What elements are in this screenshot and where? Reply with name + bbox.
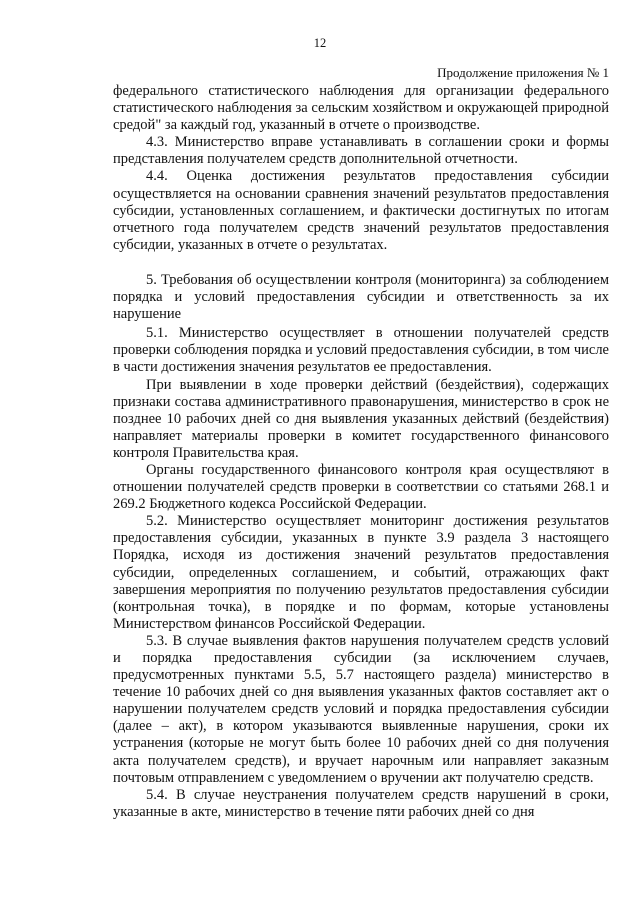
- paragraph-4-3: 4.3. Министерство вправе устанавливать в соглашении сроки и формы представления получателем средств дополнительной отчетности.: [113, 134, 609, 168]
- paragraph-5-1: 5.1. Министерство осуществляет в отношении получателей средств проверки соблюдения порядка и условий предоставления субсидии, в том числе в части достижения значения результатов ее предоставления.: [113, 325, 609, 376]
- paragraph-4-4: 4.4. Оценка достижения результатов предоставления субсидии осуществляется на основании сравнения значений результатов предоставления субсидии, установленных соглашением, и фактически достигнутых по итогам отчетного года получателем средств значений результатов предоставления субсидии, указанных в отчете о результатах.: [113, 168, 609, 253]
- page-number: 12: [313, 36, 327, 50]
- paragraph-continuation: федерального статистического наблюдения для организации федерального статистического наблюдения за сельским хозяйством и окружающей природной средой" за каждый год, указанный в отчете о производстве.: [113, 83, 609, 134]
- appendix-note: Продолжение приложения № 1: [437, 65, 609, 80]
- paragraph-5-4: 5.4. В случае неустранения получателем средств нарушений в сроки, указанные в акте, министерство в течение пяти рабочих дней со дня: [113, 786, 609, 820]
- paragraph-5-1-violations: При выявлении в ходе проверки действий (бездействия), содержащих признаки состава административного правонарушения, министерство в срок не позднее 10 рабочих дней со дня выявления указанных действий (бездействия) направляет материалы проверки в комитет государственного финансового контроля Правительства края.: [113, 376, 609, 461]
- document-body: [113, 83, 609, 821]
- paragraph-5-2: 5.2. Министерство осуществляет мониторинг достижения результатов предоставления субсидии, указанных в пункте 3.9 раздела 3 настоящего Порядка, исходя из достижения значений результатов предоставления субсидии, определенных соглашением, и событий, отражающих факт завершения мероприятия по получению результатов предоставления субсидии (контрольная точка), в порядке и по формам, которые установлены Министерством финансов Российской Федерации.: [113, 513, 609, 632]
- section-5-heading: 5. Требования об осуществлении контроля (мониторинга) за соблюдением порядка и условий предоставления субсидии и ответственность за их нарушение: [113, 271, 609, 323]
- paragraph-5-1-control: Органы государственного финансового контроля края осуществляют в отношении получателей средств проверки в соответствии со статьями 268.1 и 269.2 Бюджетного кодекса Российской Федерации.: [113, 461, 609, 513]
- paragraph-5-3: 5.3. В случае выявления фактов нарушения получателем средств условий и порядка предоставления субсидии (за исключением случаев, предусмотренных пунктами 5.5, 5.7 настоящего раздела) министерство в течение 10 рабочих дней со дня выявления указанных фактов составляет акт о нарушении получателем средств условий и порядка предоставления субсидии (далее – акт), в котором указываются выявленные нарушения, сроки их устранения (которые не могут быть более 10 рабочих дней со дня получения акта получателем средств), и вручает нарочным или направляет заказным почтовым отправлением с уведомлением о вручении акт получателю средств.: [113, 632, 609, 786]
